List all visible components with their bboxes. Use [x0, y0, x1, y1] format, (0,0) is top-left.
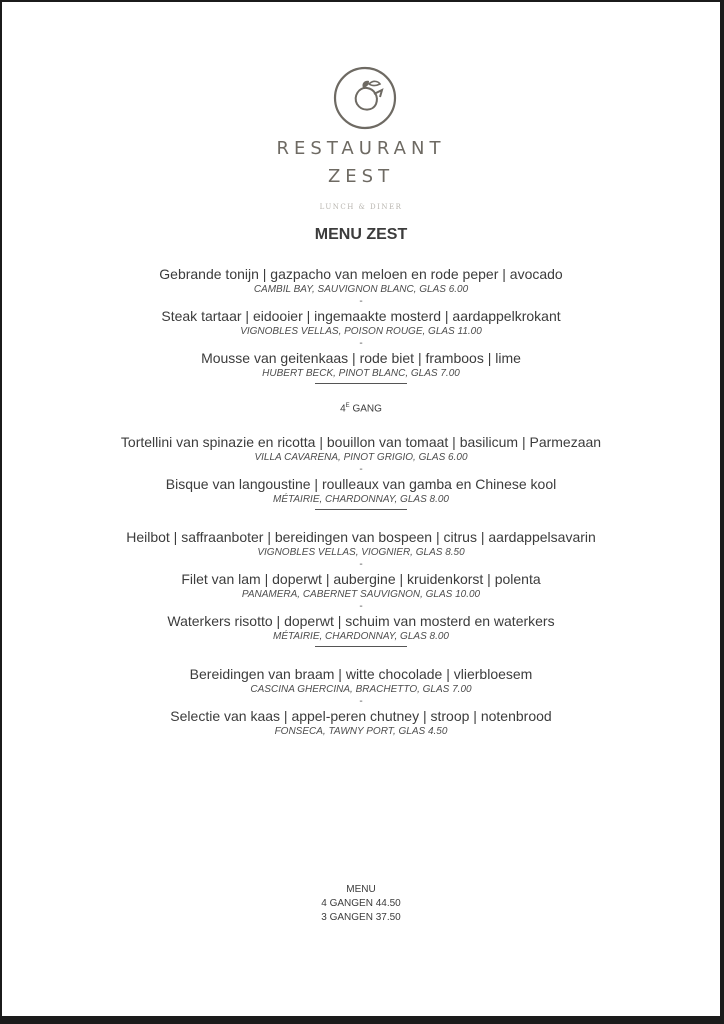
wine-pairing: MÉTAIRIE, CHARDONNAY, GLAS 8.00: [273, 494, 449, 506]
dish-separator: -: [359, 338, 363, 349]
dish-name: Selectie van kaas | appel-peren chutney | stroop | notenbrood: [170, 708, 552, 725]
dish-name: Bisque van langoustine | roulleaux van gamba en Chinese kool: [165, 476, 557, 493]
wine-pairing: HUBERT BECK, PINOT BLANC, GLAS 7.00: [262, 368, 460, 379]
course-item: [2, 665, 720, 697]
course-item: [2, 707, 720, 739]
wine-pairing: PANAMERA, CABERNET SAUVIGNON, GLAS 10.00: [241, 589, 481, 601]
dish-name: Mousse van geitenkaas | rode biet | framboos | lime: [201, 350, 521, 366]
course-item: [2, 612, 720, 644]
lemon-logo-icon: [333, 66, 397, 130]
price-footer: [2, 883, 720, 925]
dish-separator: -: [359, 296, 363, 307]
gang-number: 4: [340, 403, 346, 415]
gang-label: [2, 400, 720, 415]
dish-separator: -: [359, 559, 363, 571]
tagline: LUNCH & DINER: [319, 203, 403, 211]
dish-name: Steak tartaar | eidooier | ingemaakte mosterd | aardappelkrokant: [161, 308, 561, 324]
wine-pairing: VILLA CAVARENA, PINOT GRIGIO, GLAS 6.00: [254, 452, 468, 464]
price-three-courses: 3 GANGEN 37.50: [321, 912, 401, 923]
course-item: [2, 265, 720, 297]
dish-separator: -: [359, 464, 363, 476]
price-four-courses: 4 GANGEN 44.50: [321, 898, 401, 909]
dish-name: Bereidingen van braam | witte chocolade | vlierbloesem: [189, 666, 533, 683]
dish-name: Waterkers risotto | doperwt | schuim van mosterd en waterkers: [167, 613, 555, 630]
dish-name: Filet van lam | doperwt | aubergine | kruidenkorst | polenta: [181, 571, 541, 588]
dish-separator: -: [359, 696, 363, 708]
course-item: [2, 570, 720, 602]
menu-title: MENU ZEST: [314, 226, 408, 243]
course-item: [2, 349, 720, 381]
dish-separator: -: [359, 601, 363, 613]
course-item: [2, 433, 720, 465]
dish-name: Gebrande tonijn | gazpacho van meloen en rode peper | avocado: [159, 266, 563, 282]
gang-text: GANG: [352, 403, 382, 415]
wine-pairing: CAMBIL BAY, SAUVIGNON BLANC, GLAS 6.00: [253, 284, 469, 295]
price-heading: MENU: [346, 884, 376, 895]
course-item: [2, 528, 720, 560]
gang-superscript: E: [345, 403, 350, 409]
brand-name-second-line: ZEST: [327, 166, 395, 187]
brand-name: RESTAURANT: [276, 138, 446, 159]
course-item: [2, 307, 720, 339]
wine-pairing: CASCINA GHERCINA, BRACHETTO, GLAS 7.00: [250, 684, 472, 696]
wine-pairing: FONSECA, TAWNY PORT, GLAS 4.50: [274, 726, 448, 738]
menu-page: [2, 2, 720, 1016]
wine-pairing: MÉTAIRIE, CHARDONNAY, GLAS 8.00: [273, 631, 449, 643]
course-item: [2, 475, 720, 507]
dish-name: Tortellini van spinazie en ricotta | bouillon van tomaat | basilicum | Parmezaan: [120, 434, 602, 451]
dish-name: Heilbot | saffraanboter | bereidingen van bospeen | citrus | aardappelsavarin: [126, 529, 596, 546]
section-divider: [315, 383, 407, 384]
menu-courses: [2, 265, 720, 739]
wine-pairing: VIGNOBLES VELLAS, VIOGNIER, GLAS 8.50: [257, 547, 465, 559]
wine-pairing: VIGNOBLES VELLAS, POISON ROUGE, GLAS 11.00: [240, 326, 482, 337]
